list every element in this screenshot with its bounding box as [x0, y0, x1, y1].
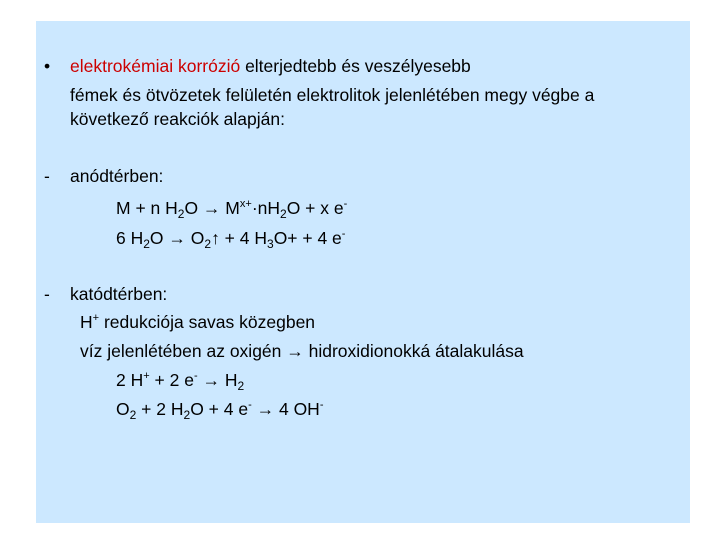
anode-dash: -: [44, 166, 50, 186]
eq-part: H: [80, 312, 93, 332]
cathode-line-2: víz jelenlétében az oxigén → hidroxidionokká átalakulása: [80, 341, 524, 361]
eq-part: O → O: [149, 228, 205, 248]
eq-part: → 4 OH: [251, 399, 320, 419]
intro-line-2: fémek és ötvözetek felületén elektrolitok jelenlétében megy végbe a: [70, 85, 595, 105]
eq-part: ·nH: [251, 198, 281, 218]
eq-part: redukciója savas közegben: [99, 312, 316, 332]
eq-part: + 2 e: [149, 370, 194, 390]
eq-subscript: 2: [129, 408, 137, 422]
eq-part: O + 4 e: [190, 399, 249, 419]
cathode-heading: katódtérben:: [70, 284, 168, 304]
eq-superscript: +: [92, 312, 100, 324]
intro-line-1: [70, 55, 471, 77]
eq-part: → H: [197, 370, 238, 390]
anode-equation-2: [116, 227, 345, 249]
eq-superscript: -: [341, 228, 346, 240]
eq-superscript: -: [193, 370, 198, 382]
eq-superscript: -: [248, 399, 252, 411]
eq-subscript: 3: [267, 237, 274, 251]
bullet-marker: •: [44, 56, 51, 76]
eq-superscript: -: [343, 198, 348, 210]
eq-subscript: 2: [280, 207, 287, 221]
cathode-equation-2: [116, 398, 324, 420]
eq-part: + 2 H: [136, 399, 184, 419]
intro-line-1-rest: elterjedtebb és veszélyesebb: [240, 56, 471, 76]
eq-subscript: 2: [237, 379, 245, 393]
cathode-dash: -: [44, 284, 50, 304]
eq-part: 6 H: [116, 228, 144, 248]
eq-superscript: -: [319, 399, 324, 411]
eq-part: O+ + 4 e: [273, 228, 342, 248]
eq-part: O: [116, 399, 130, 419]
eq-subscript: 2: [204, 237, 212, 251]
eq-subscript: 2: [183, 408, 191, 422]
eq-superscript: +: [143, 370, 150, 382]
anode-equation-1: [116, 197, 347, 219]
eq-part: ↑ + 4 H: [211, 228, 267, 248]
eq-subscript: 2: [143, 237, 150, 251]
eq-subscript: 2: [177, 207, 185, 221]
eq-part: O + x e: [286, 198, 344, 218]
eq-part: 2 H: [116, 370, 144, 390]
intro-highlight: elektrokémiai korrózió: [70, 56, 241, 76]
eq-part: O → M: [184, 198, 240, 218]
intro-line-3: következő reakciók alapján:: [70, 109, 285, 129]
eq-superscript: x+: [239, 198, 252, 210]
anode-heading: anódtérben:: [70, 166, 164, 186]
cathode-line-1: [80, 311, 315, 333]
eq-part: M + n H: [116, 198, 178, 218]
cathode-equation-1: [116, 369, 244, 391]
